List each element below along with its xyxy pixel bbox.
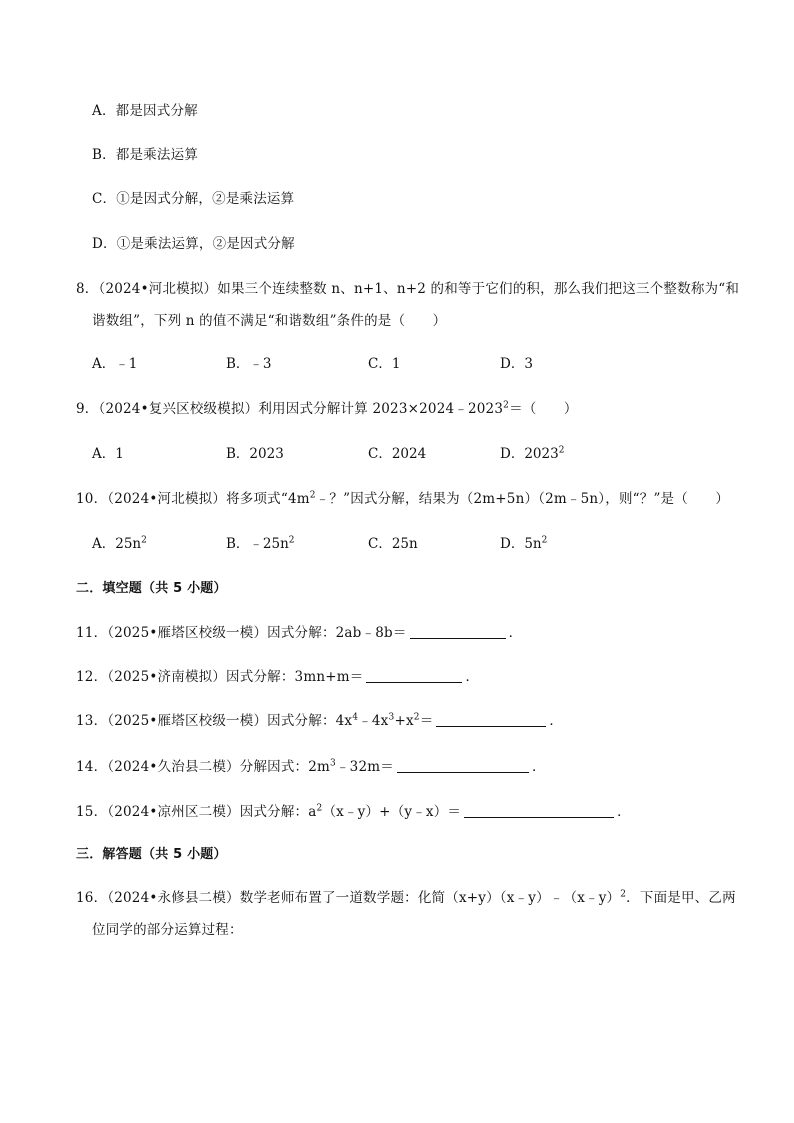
q15-answer-blank[interactable] — [464, 803, 614, 818]
q14-answer-blank[interactable] — [397, 758, 529, 773]
q10-option-d-exponent: 2 — [541, 535, 548, 546]
q13-exponent-1: 4 — [352, 712, 359, 723]
q12-end: ． — [465, 669, 480, 685]
q10-option-a-exponent: 2 — [141, 535, 147, 546]
q9-stem-end: ＝（ ） — [509, 401, 578, 417]
q12-answer-blank[interactable] — [366, 668, 462, 683]
q10-option-a-base: A．25n — [92, 536, 142, 552]
q7-option-c: C．①是因式分解，②是乘法运算 — [92, 191, 295, 207]
q11-end: ． — [508, 625, 523, 641]
q16-exponent: 2 — [620, 889, 627, 900]
q10-stem — [76, 490, 729, 508]
q13-text-d: ＝ — [419, 713, 434, 729]
q14-end: ． — [531, 759, 546, 775]
q15-end: ． — [617, 804, 631, 820]
q9-stem-text: 9．（2024•复兴区校级模拟）利用因式分解计算 2023×2024﹣2023 — [76, 401, 504, 417]
q16-text-a: 16．（2024•永修县二模）数学老师布置了一道数学题：化简（x+y）（x﹣y）﹣（x﹣y） — [76, 890, 621, 906]
q12-text: 12．（2025•济南模拟）因式分解：3mn+m＝ — [76, 669, 364, 685]
q8-stem-line2: 谐数组”，下列 n 的值不满足“和谐数组”条件的是（ ） — [92, 313, 447, 329]
q15-exponent: 2 — [316, 803, 323, 814]
q10-option-d-base: D．5n — [500, 536, 542, 552]
q10-option-b-exponent: 2 — [288, 535, 295, 546]
q11-answer-blank[interactable] — [410, 624, 506, 639]
q14-exponent: 3 — [330, 758, 336, 769]
q15-text-b: （x﹣y）+（y﹣x）＝ — [322, 804, 462, 820]
q9-option-b: B．2023 — [226, 446, 284, 462]
q16-text-b: ．下面是甲、乙两 — [626, 890, 736, 906]
q9-stem — [76, 400, 578, 418]
q10-stem-end: ﹣？”因式分解，结果为（2m+5n）（2m﹣5n），则“？”是（ ） — [315, 491, 730, 507]
q15-text-a: 15．（2024•凉州区二模）因式分解：a — [76, 804, 317, 820]
q7-option-d: D．①是乘法运算，②是因式分解 — [92, 236, 295, 252]
q13-end: ． — [549, 713, 564, 729]
q16-stem-line2: 位同学的部分运算过程： — [92, 922, 243, 938]
q14-text-a: 14．（2024•久治县二模）分解因式：2m — [76, 759, 331, 775]
q13-exponent-2: 3 — [388, 712, 395, 723]
q13-text-a: 13．（2025•雁塔区校级一模）因式分解：4x — [76, 713, 353, 729]
q9-exponent: 2 — [503, 400, 510, 411]
q14 — [76, 758, 546, 776]
section-solution-title: 三．解答题（共 5 小题） — [76, 847, 227, 862]
q8-stem-line1: 8．（2024•河北模拟）如果三个连续整数 n、n+1、n+2 的和等于它们的积，那么我们把这三个整数称为“和 — [76, 281, 740, 297]
q13-answer-blank[interactable] — [436, 712, 546, 727]
q15 — [76, 803, 631, 821]
q14-text-b: ﹣32m＝ — [335, 759, 394, 775]
q7-option-a: A．都是因式分解 — [92, 103, 198, 119]
q11-text: 11．（2025•雁塔区校级一模）因式分解：2ab﹣8b＝ — [76, 625, 407, 641]
q16-stem-line1 — [76, 889, 736, 907]
q13-text-b: ﹣4x — [358, 713, 389, 729]
q10-option-b-base: B．﹣25n — [226, 536, 289, 552]
q8-option-c: C．1 — [368, 356, 401, 372]
q9-option-d-exponent: 2 — [558, 445, 565, 456]
q9-option-c: C．2024 — [368, 446, 427, 462]
q13-text-c: +x — [394, 713, 414, 729]
q8-option-d: D．3 — [500, 356, 533, 372]
q9-option-a: A．1 — [92, 446, 124, 462]
q12 — [76, 668, 479, 686]
q10-exponent: 2 — [309, 490, 316, 501]
q9-option-d-base: D．2023 — [500, 446, 559, 462]
q8-option-b: B．﹣3 — [226, 356, 272, 372]
q8-option-a: A．﹣1 — [92, 356, 138, 372]
q13-exponent-3: 2 — [413, 712, 420, 723]
q9-option-d — [500, 445, 564, 463]
q10-stem-text: 10．（2024•河北模拟）将多项式“4m — [76, 491, 310, 507]
q10-option-d — [500, 535, 547, 553]
q11 — [76, 624, 522, 642]
section-fill-in-title: 二．填空题（共 5 小题） — [76, 581, 227, 596]
q13 — [76, 712, 563, 730]
q7-option-b: B．都是乘法运算 — [92, 147, 199, 163]
q10-option-a — [92, 535, 147, 553]
q10-option-c: C．25n — [368, 536, 418, 552]
q10-option-b — [226, 535, 295, 553]
